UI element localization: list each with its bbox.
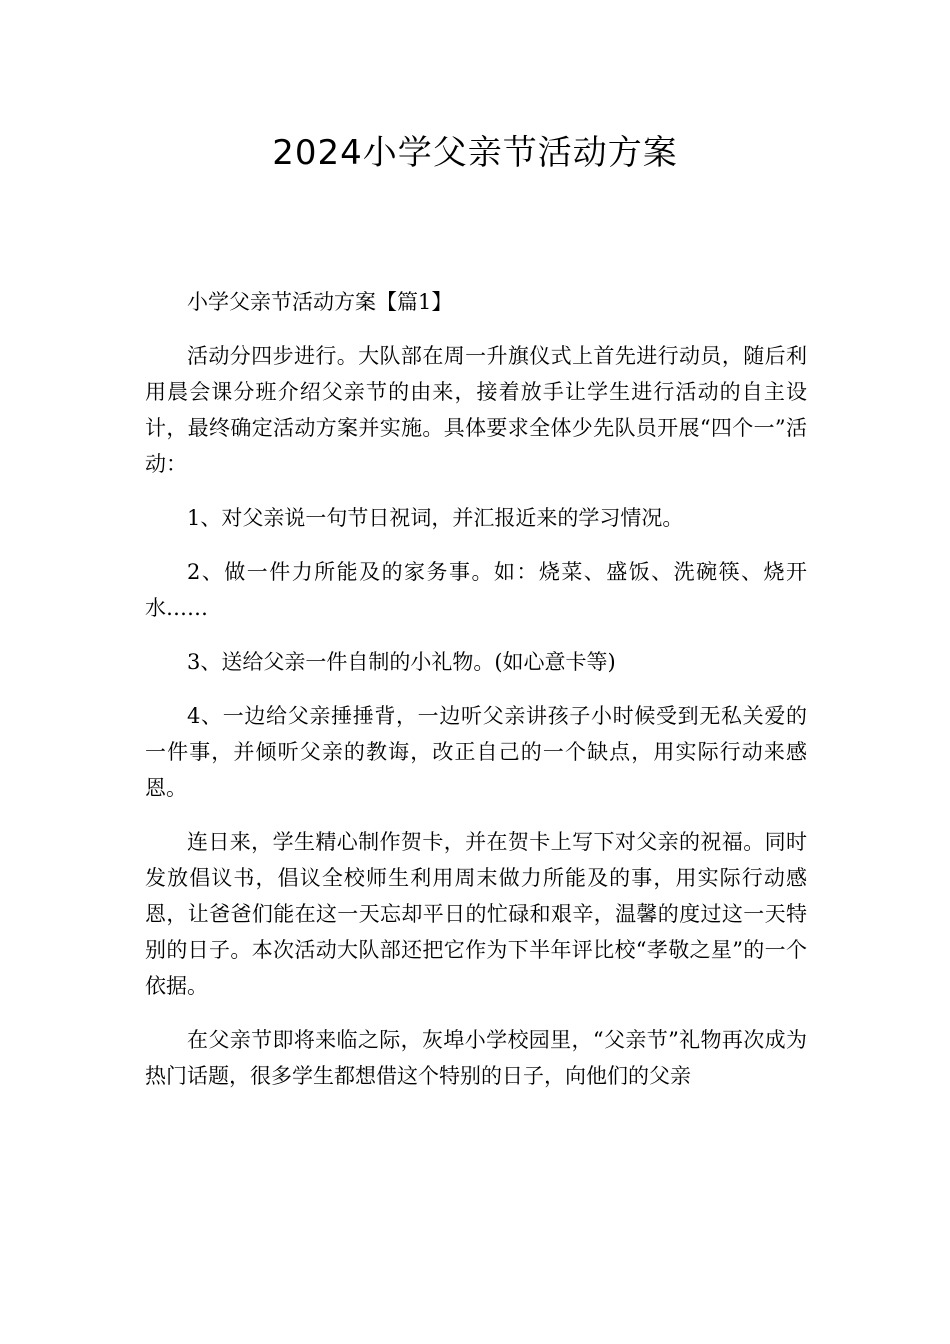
list-item-1: 1、对父亲说一句节日祝词，并汇报近来的学习情况。 [187,506,684,530]
list-item-4: 4、一边给父亲捶捶背，一边听父亲讲孩子小时候受到无私关爱的一件事，并倾听父亲的教诲，改正自己的一个缺点，用实际行动来感恩。 [145,704,807,800]
paragraph-closing: 在父亲节即将来临之际，灰埠小学校园里，“父亲节”礼物再次成为热门话题，很多学生都想借这个特别的日子，向他们的父亲 [145,1028,807,1088]
paragraph-activities: 连日来，学生精心制作贺卡，并在贺卡上写下对父亲的祝福。同时发放倡议书，倡议全校师生利用周末做力所能及的事，用实际行动感恩，让爸爸们能在这一天忘却平日的忙碌和艰辛，温馨的度过这一天特别的日子。本次活动大队部还把它作为下半年评比校“孝敬之星”的一个依据。 [145,830,807,998]
document-body [145,284,807,1112]
list-item-3: 3、送给父亲一件自制的小礼物。(如心意卡等) [187,650,616,674]
list-item-2: 2、做一件力所能及的家务事。如：烧菜、盛饭、洗碗筷、烧开水…… [145,560,807,620]
paragraph-intro: 活动分四步进行。大队部在周一升旗仪式上首先进行动员，随后利用晨会课分班介绍父亲节的由来，接着放手让学生进行活动的自主设计，最终确定活动方案并实施。具体要求全体少先队员开展“四个一”活动： [145,344,807,476]
document-title: 2024小学父亲节活动方案 [272,133,678,173]
section-heading: 小学父亲节活动方案【篇1】 [187,290,453,314]
